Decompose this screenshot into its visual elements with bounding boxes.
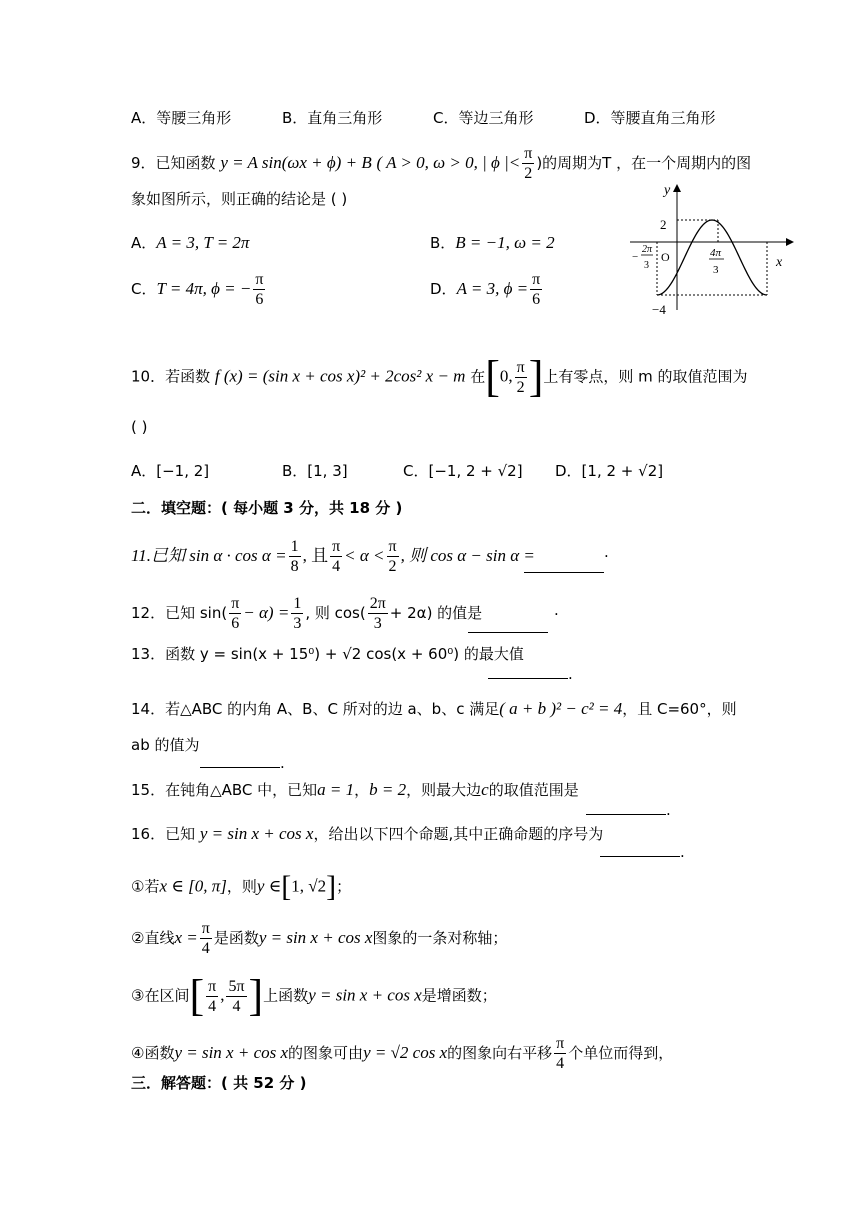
q9-stem-line2: 象如图所示，则正确的结论是 ( ) xyxy=(131,190,348,208)
sine-graph xyxy=(620,180,800,320)
q12-answer-blank[interactable] xyxy=(468,632,548,633)
x-peak-num: 4π xyxy=(710,247,722,259)
q16-answer-blank[interactable] xyxy=(600,856,680,857)
x-left-num: 2π xyxy=(642,244,653,255)
fraction: $\frac{\pi}{2}$ xyxy=(524,145,533,182)
q9-option-b: B．B = −1, ω = 2 xyxy=(430,233,555,252)
q11-end: . xyxy=(604,543,609,561)
q13-end: . xyxy=(568,665,573,683)
y-axis-label: y xyxy=(664,183,671,198)
q16-statement-4: ④函数y = sin x + cos x的图象可由y = √2 cos x的图象向右平移 $\frac{\pi}{4}$ 个单位而得到， xyxy=(131,1035,674,1072)
q10-option-a: A．[−1, 2] xyxy=(131,462,210,480)
q14-line1: 14．若△ABC 的内角 A、B、C 所对的边 a、b、c 满足( a + b )² − c² = 4，且 C=60°，则 xyxy=(131,699,737,718)
x-left-den: 3 xyxy=(644,260,649,271)
q16-statement-3: ③在区间[ $\frac{\pi}{4}$ , $\frac{5\pi}{4}$ ]上函数y = sin x + cos x是增函数； xyxy=(131,971,497,1020)
q12: 12．已知 sin( $\frac{\pi}{6}$ − α) = $\frac{1}{3}$ , 则 cos( $\frac{2\pi}{3}$ + 2α) 的值是 xyxy=(131,595,483,632)
x-peak-den: 3 xyxy=(713,264,719,276)
q16-end: . xyxy=(680,843,685,861)
q10-option-b: B．[1, 3] xyxy=(282,462,348,480)
x-axis-label: x xyxy=(776,255,783,270)
q9-stem: 9．已知函数 y = A sin(ωx + ϕ) + B ( A > 0, ω > 0, | ϕ |< $\frac{\pi}{2}$ )的周期为T ，在一个周期内的图 xyxy=(131,145,752,182)
q9-option-d: D．A = 3, ϕ = $\frac{\pi}{6}$ xyxy=(430,271,541,308)
q14-line2: ab 的值为 xyxy=(131,736,200,754)
q9-option-c: C．T = 4π, ϕ = − $\frac{\pi}{6}$ xyxy=(131,271,264,308)
y-min-label: −4 xyxy=(652,302,666,317)
q11: 11.已知 sin α · cos α = $\frac{1}{8}$ , 且 $\frac{\pi}{4}$ < α < $\frac{\pi}{2}$ , 则 cos α − sin α = xyxy=(131,538,535,575)
q13: 13．函数 y = sin(x + 15⁰) + √2 cos(x + 60⁰) 的最大值 xyxy=(131,645,524,663)
q15-end: . xyxy=(666,801,671,819)
q8-option-d: D．等腰直角三角形 xyxy=(584,109,716,127)
q10-stem: 10．若函数 f (x) = (sin x + cos x)² + 2cos² x − m 在[0, $\frac{\pi}{2}$ ]上有零点，则 m 的取值范围为 xyxy=(131,352,748,401)
q8-option-b: B．直角三角形 xyxy=(282,109,383,127)
q8-option-c: C．等边三角形 xyxy=(433,109,534,127)
y-max-label: 2 xyxy=(660,217,667,232)
y-axis-arrow xyxy=(673,184,681,192)
q16: 16．已知 y = sin x + cos x，给出以下四个命题,其中正确命题的序号为 xyxy=(131,824,604,843)
q14-end: . xyxy=(280,754,285,772)
q11-answer-blank[interactable] xyxy=(524,572,604,573)
q16-statement-1: ①若x ∈ [0, π]，则y ∈[1, √2]； xyxy=(131,870,352,903)
section-3-heading: 三．解答题：( 共 52 分 ) xyxy=(131,1074,307,1092)
q14-answer-blank[interactable] xyxy=(200,767,280,768)
q15: 15．在钝角△ABC 中，已知a = 1，b = 2，则最大边c的取值范围是 xyxy=(131,780,579,799)
q10-option-c: C．[−1, 2 + √2] xyxy=(403,462,523,480)
q8-option-a: A．等腰三角形 xyxy=(131,109,232,127)
section-2-heading: 二．填空题：( 每小题 3 分，共 18 分 ) xyxy=(131,499,403,517)
q15-answer-blank[interactable] xyxy=(586,814,666,815)
q16-statement-2: ②直线x = $\frac{\pi}{4}$ 是函数y = sin x + cos x图象的一条对称轴； xyxy=(131,920,508,957)
q9-option-a: A．A = 3, T = 2π xyxy=(131,233,250,252)
q10-option-d: D．[1, 2 + √2] xyxy=(555,462,664,480)
q12-end: . xyxy=(554,601,559,619)
x-left-sign: − xyxy=(632,251,639,263)
q10-paren: ( ) xyxy=(131,418,148,436)
q13-answer-blank[interactable] xyxy=(488,678,568,679)
x-axis-arrow xyxy=(786,238,794,246)
origin-label: O xyxy=(661,250,670,264)
